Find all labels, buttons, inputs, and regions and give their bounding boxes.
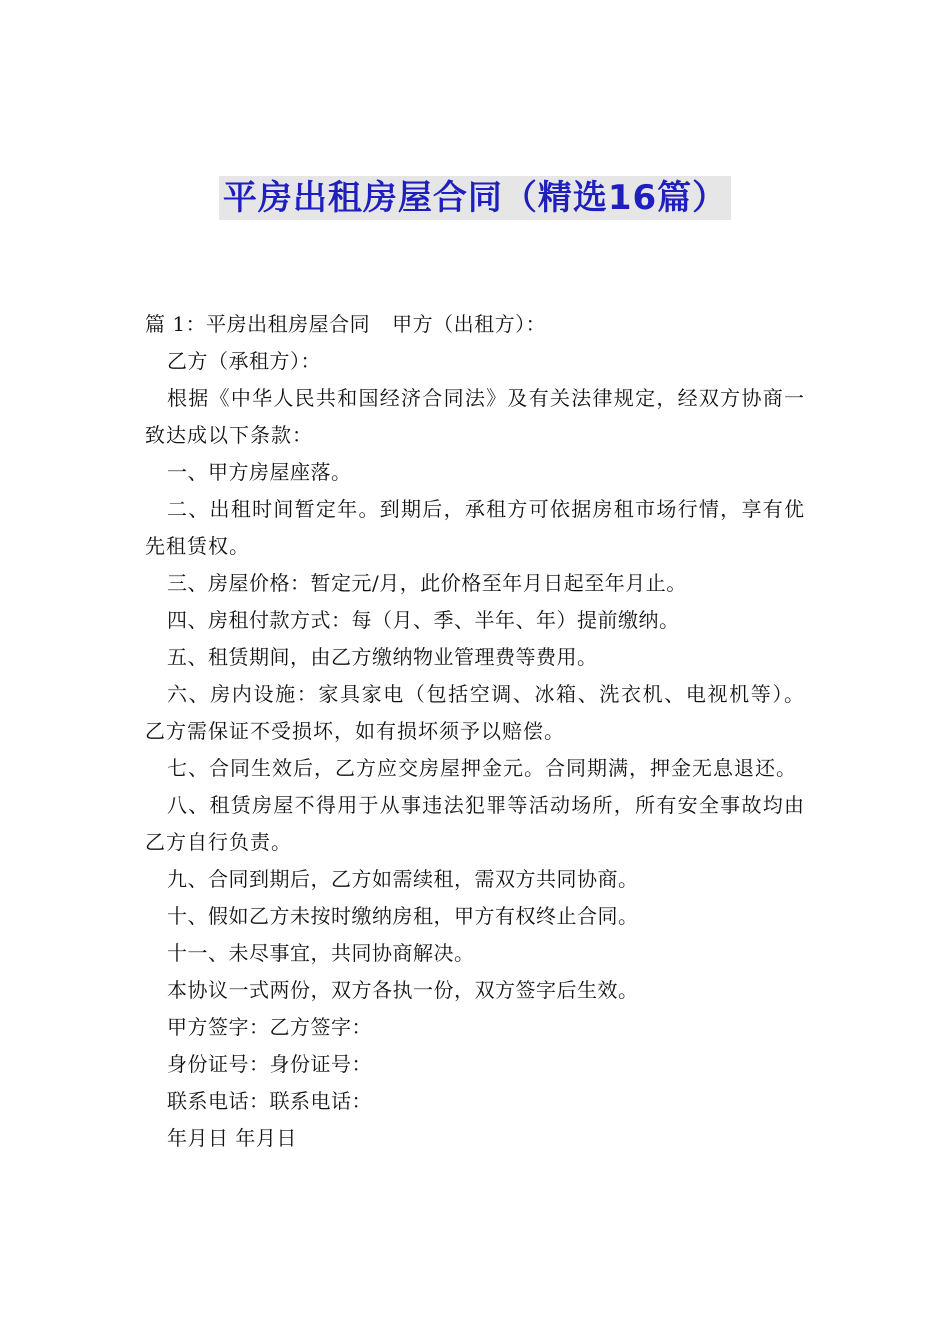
clause-8: 八、租赁房屋不得用于从事违法犯罪等活动场所，所有安全事故均由乙方自行负责。 — [145, 793, 805, 854]
clause-2: 二、出租时间暂定年。到期后，承租方可依据房租市场行情，享有优先租赁权。 — [145, 497, 805, 558]
party-a-label: 甲方（出租方）： — [392, 312, 547, 336]
clause-9: 九、合同到期后，乙方如需续租，需双方共同协商。 — [167, 867, 639, 891]
document-body — [145, 306, 805, 1157]
signature-line: 甲方签字：乙方签字： — [167, 1015, 372, 1039]
clause-1: 一、甲方房屋座落。 — [167, 460, 352, 484]
clause-11: 十一、未尽事宜，共同协商解决。 — [167, 941, 475, 965]
clause-10: 十、假如乙方未按时缴纳房租，甲方有权终止合同。 — [167, 904, 639, 928]
id-number-line: 身份证号：身份证号： — [167, 1052, 372, 1076]
part-heading: 篇 1：平房出租房屋合同 — [145, 312, 371, 336]
date-line: 年月日 年月日 — [167, 1126, 297, 1150]
title-container — [0, 176, 950, 220]
preamble-paragraph: 根据《中华人民共和国经济合同法》及有关法律规定，经双方协商一致达成以下条款： — [145, 386, 805, 447]
party-b-label: 乙方（承租方）： — [167, 349, 321, 373]
clause-7: 七、合同生效后，乙方应交房屋押金元。合同期满，押金无息退还。 — [167, 756, 797, 780]
document-title: 平房出租房屋合同（精选16篇） — [219, 176, 731, 220]
clause-5: 五、租赁期间，由乙方缴纳物业管理费等费用。 — [167, 645, 598, 669]
clause-6: 六、房内设施：家具家电（包括空调、冰箱、洗衣机、电视机等）。乙方需保证不受损坏，如有损坏须予以赔偿。 — [145, 682, 805, 743]
section-heading — [145, 306, 805, 343]
effect-statement: 本协议一式两份，双方各执一份，双方签字后生效。 — [167, 978, 639, 1002]
phone-line: 联系电话：联系电话： — [167, 1089, 372, 1113]
clause-3: 三、房屋价格：暂定元/月，此价格至年月日起至年月止。 — [167, 571, 687, 595]
clause-4: 四、房租付款方式：每（月、季、半年、年）提前缴纳。 — [167, 608, 680, 632]
